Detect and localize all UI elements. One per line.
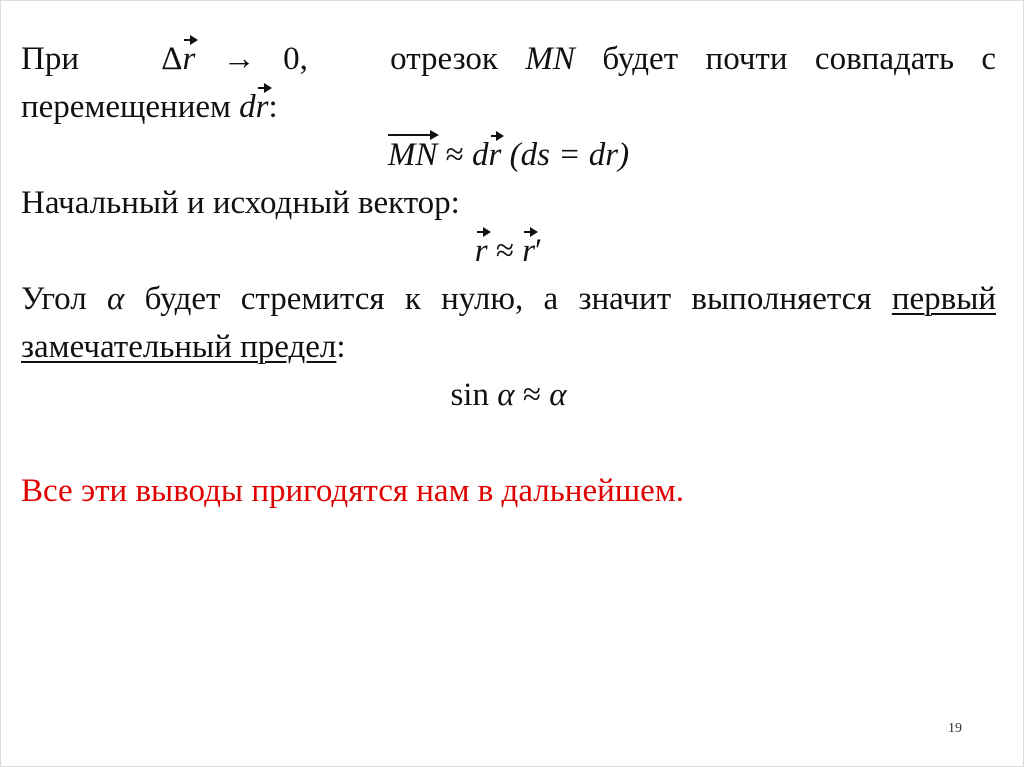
link-first-remarkable-limit: первый замечательный предел xyxy=(21,281,997,365)
word-pri: При xyxy=(21,41,79,77)
vector-r-prime: r xyxy=(522,227,535,275)
math-arrow-zero: → 0 xyxy=(222,41,300,77)
word-segment: отрезок xyxy=(390,41,498,77)
vector-r: r xyxy=(182,35,195,83)
text-tail-line1: будет почти совпадать с xyxy=(602,41,997,77)
formula-r-approx-rprime: r ≈ r′ xyxy=(21,227,996,275)
paragraph-angle: Угол α будет стремится к нулю, а значит выполняется первый замечательный предел: xyxy=(21,281,997,365)
formula-mn-approx-dr: MN ≈ dr (ds = dr) xyxy=(21,131,996,179)
vector-r: r xyxy=(489,131,502,179)
math-delta-r: Δr xyxy=(161,41,195,77)
slide-content xyxy=(21,35,996,515)
formula-sin-alpha: sin α ≈ α xyxy=(450,377,567,413)
math-dr: dr xyxy=(239,89,268,125)
math-mn: MN xyxy=(525,41,575,77)
page-number: 19 xyxy=(948,721,962,736)
paragraph-vectors: Начальный и исходный вектор: xyxy=(21,185,460,221)
comma: , xyxy=(299,41,308,77)
paragraph-limit-condition xyxy=(21,35,996,131)
conclusion-text: Все эти выводы пригодятся нам в дальнейшем. xyxy=(21,473,684,509)
paragraph-line-2: перемещением dr: xyxy=(21,83,996,131)
vector-mn: MN xyxy=(388,131,438,179)
formula-paren: (ds = dr) xyxy=(501,137,630,173)
math-alpha: α xyxy=(107,281,125,317)
vector-r: r xyxy=(475,227,488,275)
